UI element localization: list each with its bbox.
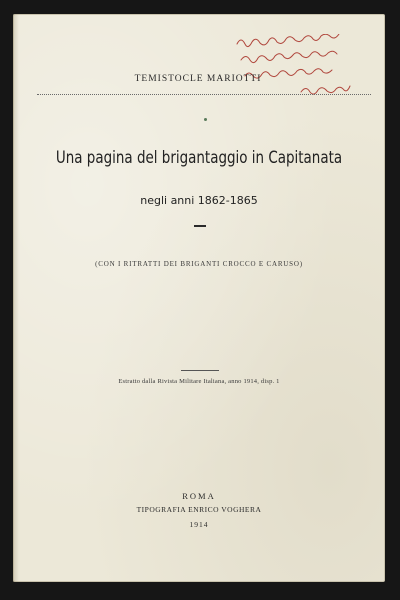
ornament-dash: [194, 225, 206, 227]
booklet-cover: [13, 14, 385, 582]
author-name: TEMISTOCLE MARIOTTI: [134, 74, 262, 84]
book-title: Una pagina del brigantaggio in Capitanata: [55, 148, 343, 168]
portraits-note: (CON I RITRATTI DEI BRIGANTI CROCCO E CARUSO): [95, 260, 303, 268]
imprint-year: 1914: [189, 520, 209, 529]
extract-note: Estratto dalla Rivista Militare Italiana, anno 1914, disp. 1: [118, 378, 280, 385]
imprint-city: ROMA: [182, 491, 216, 501]
ink-speck: [204, 118, 207, 121]
imprint-printer: TIPOGRAFIA ENRICO VOGHERA: [136, 505, 262, 514]
short-rule: [181, 370, 219, 371]
dotted-divider: [37, 94, 371, 95]
handwritten-dedication: [231, 34, 393, 102]
book-subtitle: negli anni 1862-1865: [140, 194, 258, 207]
